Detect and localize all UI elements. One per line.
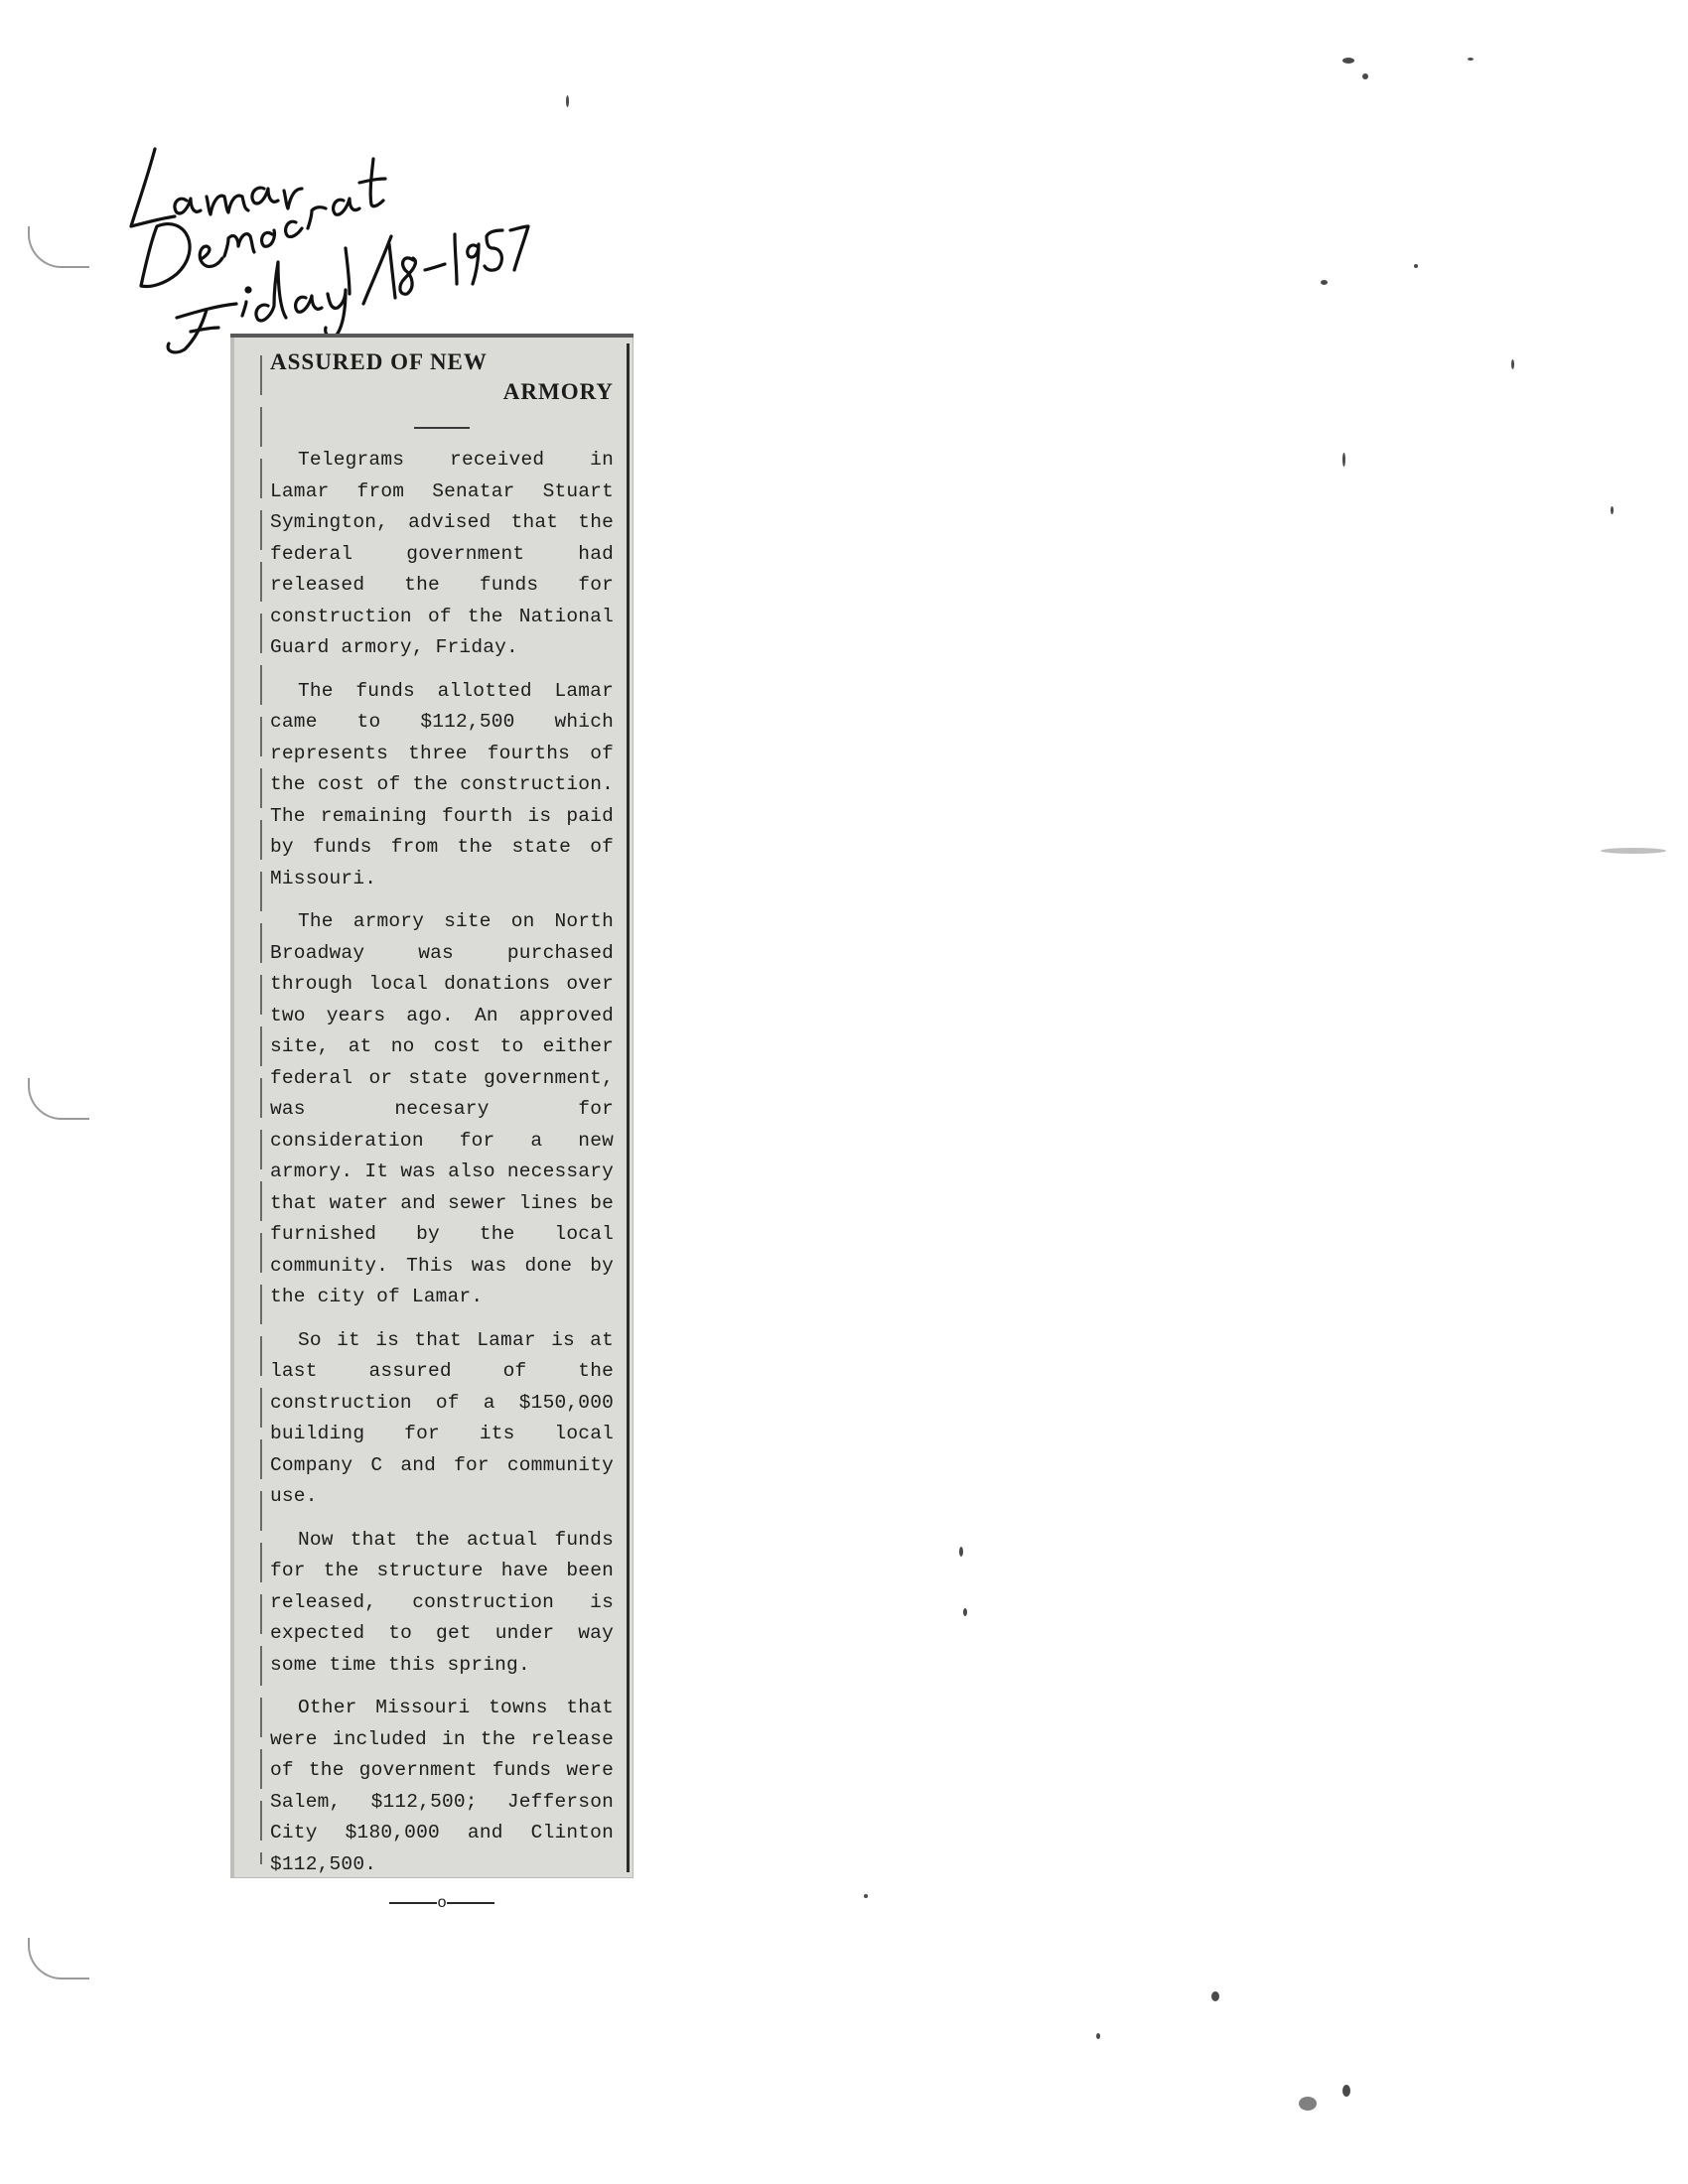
article-end-mark [270, 1894, 614, 1912]
scan-speck [1321, 280, 1328, 285]
article [270, 347, 614, 1912]
scan-speck [1342, 58, 1354, 64]
scan-speck [1299, 2097, 1317, 2111]
binder-hole-mark [28, 1078, 89, 1120]
scan-speck [566, 95, 569, 107]
scan-speck [963, 1608, 967, 1616]
scan-speck [1511, 359, 1514, 369]
scan-speck [1211, 1991, 1219, 2001]
headline-divider [414, 427, 470, 429]
clipping-edge [230, 338, 234, 1878]
headline-line-2: ARMORY [502, 379, 614, 404]
scan-speck [1342, 2085, 1350, 2097]
article-paragraph: So it is that Lamar is at last assured of the construction of a $150,000 building for its local Company C and for community use. [270, 1328, 614, 1507]
article-paragraph: Now that the actual funds for the structure have been released, construction is expected to get under way some time this spring. [270, 1528, 614, 1676]
scan-speck [1096, 2033, 1100, 2039]
binder-hole-mark [28, 226, 89, 268]
end-mark-glyph: o [437, 1894, 447, 1912]
scan-speck [1468, 58, 1474, 61]
scan-speck [1611, 506, 1614, 514]
binder-hole-mark [28, 1938, 89, 1979]
scan-speck [1362, 73, 1368, 79]
end-dash-right [447, 1902, 494, 1904]
scan-speck [959, 1547, 963, 1557]
article-paragraph: Telegrams received in Lamar from Senatar Stuart Symington, advised that the federal government had released the funds for construction of the National Guard armory, Friday. [270, 449, 614, 658]
scan-speck [1414, 264, 1418, 268]
scan-speck [1601, 848, 1666, 854]
column-rule-left [260, 355, 262, 1864]
headline-line-1: ASSURED OF NEW [270, 349, 488, 374]
end-dash-left [389, 1902, 437, 1904]
newspaper-clipping [230, 334, 633, 1912]
scan-speck [864, 1894, 868, 1898]
article-paragraph: The armory site on North Broadway was purchased through local donations over two years ago. An approved site, at no cost to either federal or state government, was necesary for consideration for a new armory. It was also necessary that water and sewer lines be furnished by the local community. This was done by the city of Lamar. [270, 910, 614, 1307]
handwritten-annotation [117, 119, 534, 357]
article-paragraph: The funds allotted Lamar came to $112,500 which represents three fourths of the cost of the construction. The remaining fourth is paid by funds from the state of Missouri. [270, 679, 614, 889]
scan-speck [1342, 453, 1345, 467]
column-rule-right [627, 343, 630, 1872]
article-paragraph: Other Missouri towns that were included in the release of the government funds were Salem, $112,500; Jefferson City $180,000 and Clinton $112,500. [270, 1697, 614, 1875]
